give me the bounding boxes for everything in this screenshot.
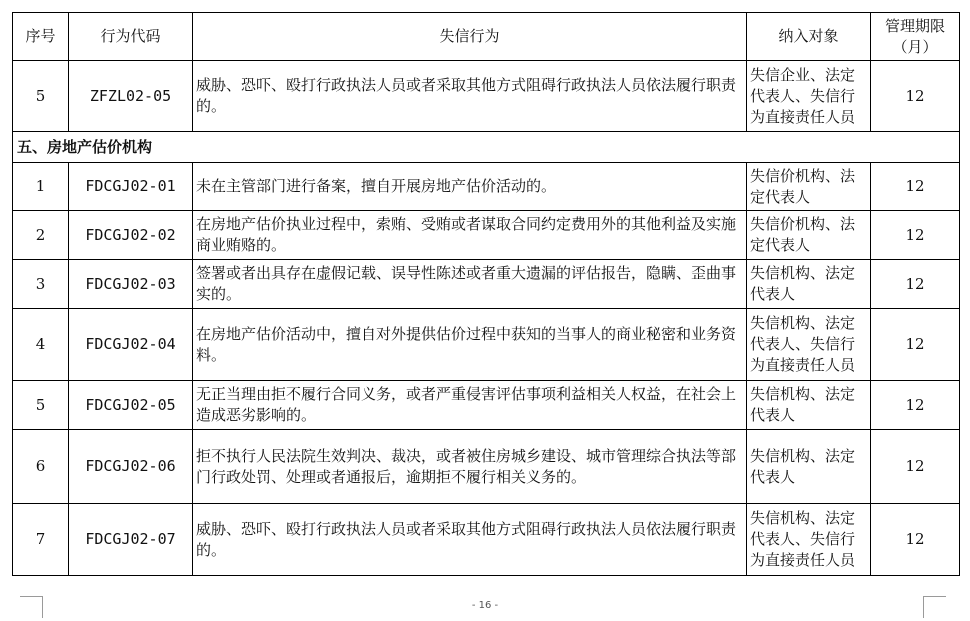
row-period: 12 (871, 163, 960, 211)
row-behavior: 在房地产估价执业过程中，索贿、受贿或者谋取合同约定费用外的其他利益及实施商业贿赂的。 (193, 211, 747, 260)
row-no: 5 (13, 381, 69, 430)
header-period (871, 13, 960, 61)
credit-table (12, 12, 960, 576)
row-behavior: 未在主管部门进行备案，擅自开展房地产估价活动的。 (193, 163, 747, 211)
row-period: 12 (871, 430, 960, 504)
row-target: 失信机构、法定代表人 (747, 260, 871, 309)
row-period: 12 (871, 260, 960, 309)
row-target: 失信价机构、法定代表人 (747, 163, 871, 211)
table-row (13, 61, 960, 132)
row-period: 12 (871, 504, 960, 576)
table-row (13, 211, 960, 260)
table-row (13, 309, 960, 381)
row-behavior: 威胁、恐吓、殴打行政执法人员或者采取其他方式阻碍行政执法人员依法履行职责的。 (193, 61, 747, 132)
header-no: 序号 (13, 13, 69, 61)
header-period-line1: 管理期限 (884, 16, 945, 35)
header-target: 纳入对象 (747, 13, 871, 61)
row-target: 失信机构、法定代表人、失信行为直接责任人员 (747, 504, 871, 576)
row-no: 7 (13, 504, 69, 576)
header-code: 行为代码 (69, 13, 193, 61)
row-behavior: 拒不执行人民法院生效判决、裁决，或者被住房城乡建设、城市管理综合执法等部门行政处罚、处理或者通报后，逾期拒不履行相关义务的。 (193, 430, 747, 504)
row-code: FDCGJ02-05 (69, 381, 193, 430)
row-code: FDCGJ02-04 (69, 309, 193, 381)
row-no: 5 (13, 61, 69, 132)
row-no: 1 (13, 163, 69, 211)
page-number: - 16 - (471, 600, 499, 611)
row-target: 失信企业、法定代表人、失信行为直接责任人员 (747, 61, 871, 132)
row-target: 失信机构、法定代表人 (747, 430, 871, 504)
row-code: FDCGJ02-01 (69, 163, 193, 211)
row-period: 12 (871, 309, 960, 381)
row-code: FDCGJ02-02 (69, 211, 193, 260)
crop-mark-right-horizontal (924, 596, 946, 597)
table-row (13, 504, 960, 576)
row-code: ZFZL02-05 (69, 61, 193, 132)
section-title: 五、房地产估价机构 (13, 132, 960, 163)
table-header-row (13, 13, 960, 61)
row-period: 12 (871, 211, 960, 260)
row-period: 12 (871, 61, 960, 132)
table-row (13, 260, 960, 309)
row-target: 失信价机构、法定代表人 (747, 211, 871, 260)
row-target: 失信机构、法定代表人 (747, 381, 871, 430)
table-row (13, 381, 960, 430)
row-behavior: 签署或者出具存在虚假记载、误导性陈述或者重大遗漏的评估报告，隐瞒、歪曲事实的。 (193, 260, 747, 309)
table-row (13, 163, 960, 211)
row-code: FDCGJ02-06 (69, 430, 193, 504)
crop-mark-left-horizontal (20, 596, 42, 597)
row-behavior: 在房地产估价活动中，擅自对外提供估价过程中获知的当事人的商业秘密和业务资料。 (193, 309, 747, 381)
row-no: 2 (13, 211, 69, 260)
row-no: 4 (13, 309, 69, 381)
row-no: 6 (13, 430, 69, 504)
section-row (13, 132, 960, 163)
row-behavior: 威胁、恐吓、殴打行政执法人员或者采取其他方式阻碍行政执法人员依法履行职责的。 (193, 504, 747, 576)
row-target: 失信机构、法定代表人、失信行为直接责任人员 (747, 309, 871, 381)
row-code: FDCGJ02-03 (69, 260, 193, 309)
header-behavior: 失信行为 (193, 13, 747, 61)
row-behavior: 无正当理由拒不履行合同义务，或者严重侵害评估事项利益相关人权益，在社会上造成恶劣影响的。 (193, 381, 747, 430)
row-code: FDCGJ02-07 (69, 504, 193, 576)
table-row (13, 430, 960, 504)
header-period-line2: （月） (892, 37, 938, 56)
row-period: 12 (871, 381, 960, 430)
row-no: 3 (13, 260, 69, 309)
